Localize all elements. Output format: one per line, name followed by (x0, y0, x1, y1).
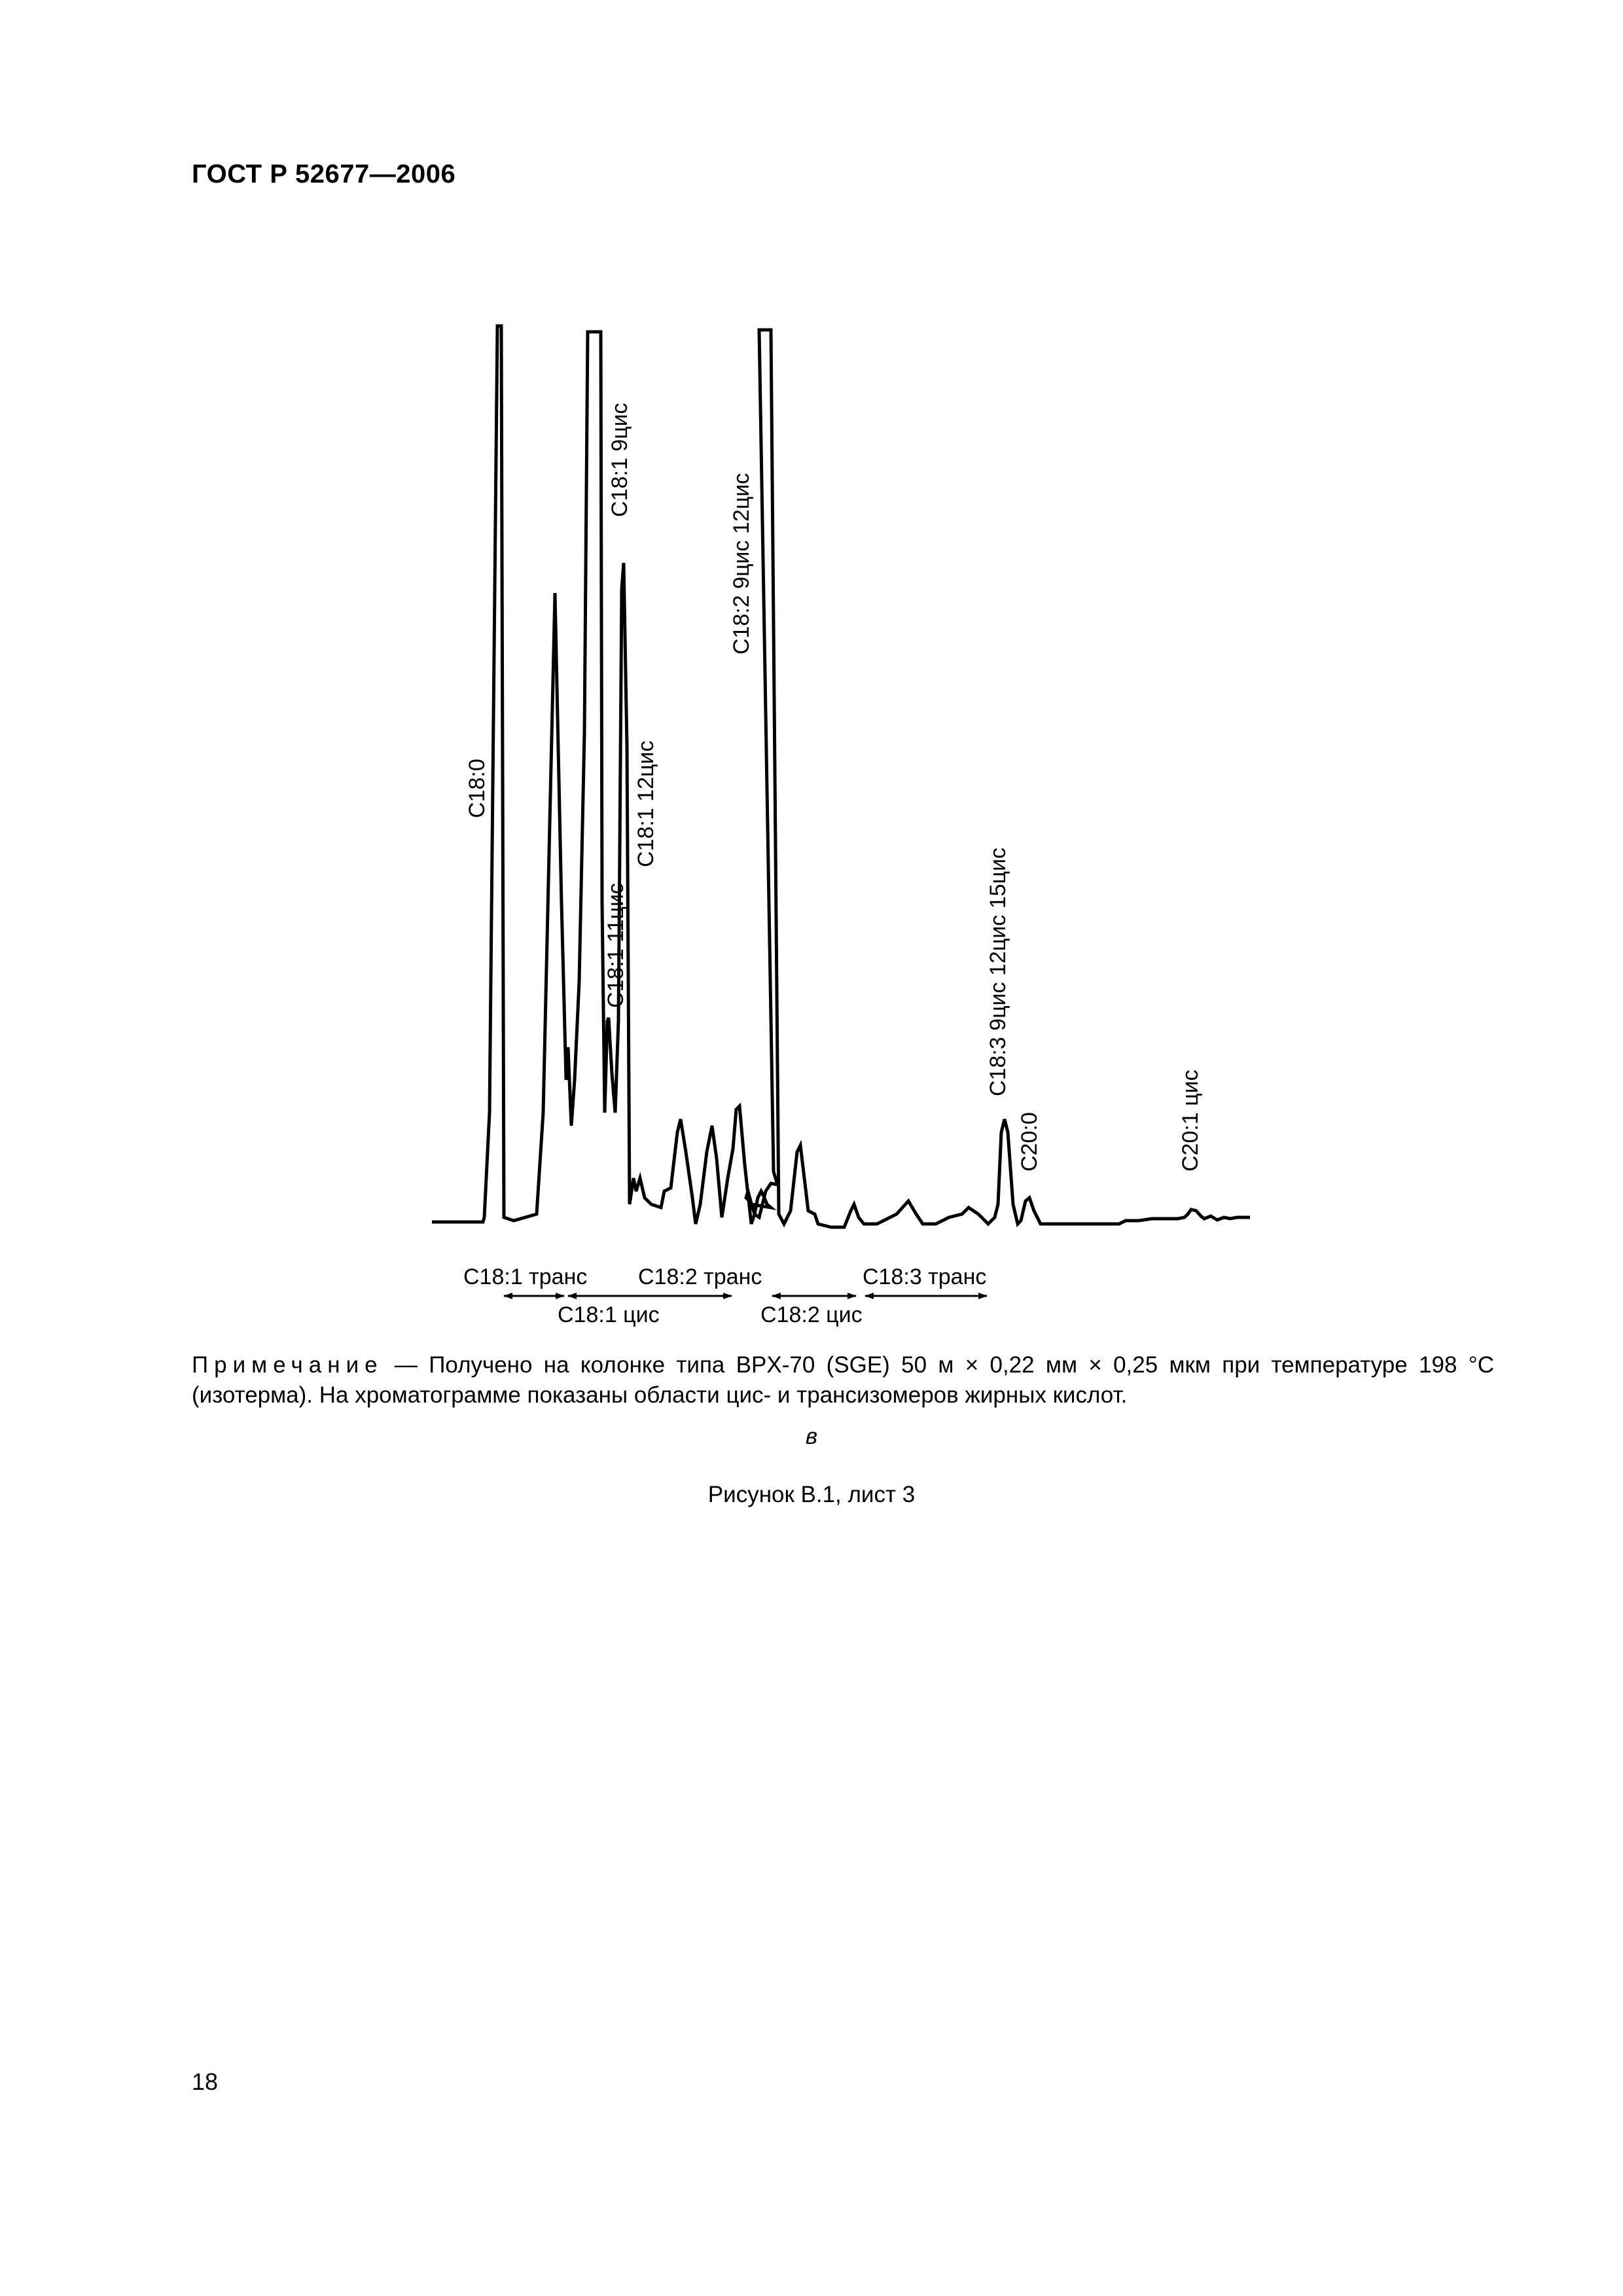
peak-label-c20-1-cis: C20:1 цис (1178, 1069, 1203, 1172)
region-label-c18-2-trans: C18:2 транс (638, 1265, 762, 1289)
figure-caption: Рисунок В.1, лист 3 (707, 1482, 916, 1507)
chromatogram-trace (432, 326, 1250, 1227)
region-label-c18-1-cis: C18:1 цис (558, 1302, 660, 1327)
peak-label-c18-0: C18:0 (465, 759, 490, 818)
peak-label-c18-2-9cis-12cis: C18:2 9цис 12цис (729, 473, 754, 655)
region-label-c18-3-trans: C18:3 транс (863, 1265, 987, 1289)
note-label: Примечание (192, 1352, 383, 1378)
region-label-c18-2-cis: C18:2 цис (760, 1302, 863, 1327)
note-text: — Получено на колонке типа BPX-70 (SGE) 50 м × 0,22 мм × 0,25 мкм при температуре 198 °C (изотерма). На хроматограмме показаны области цис- и трансизомеров жирных кислот. (192, 1352, 1494, 1408)
document-header: ГОСТ Р 52677—2006 (192, 160, 456, 188)
page-number: 18 (192, 2068, 219, 2095)
peak-label-c20-0: C20:0 (1017, 1112, 1042, 1172)
subfigure-label: в (805, 1424, 818, 1449)
peak-label-c18-1-12cis: C18:1 12цис (633, 740, 658, 867)
peak-label-c18-1-11cis: C18:1 11цис (603, 883, 628, 1008)
region-label-c18-1-trans: C18:1 транс (463, 1265, 588, 1289)
peak-label-c18-3-9cis-12cis-15cis: C18:3 9цис 12цис 15цис (986, 847, 1010, 1096)
figure-note (192, 1350, 1494, 1410)
peak-label-c18-1-9cis: C18:1 9цис (607, 403, 632, 517)
